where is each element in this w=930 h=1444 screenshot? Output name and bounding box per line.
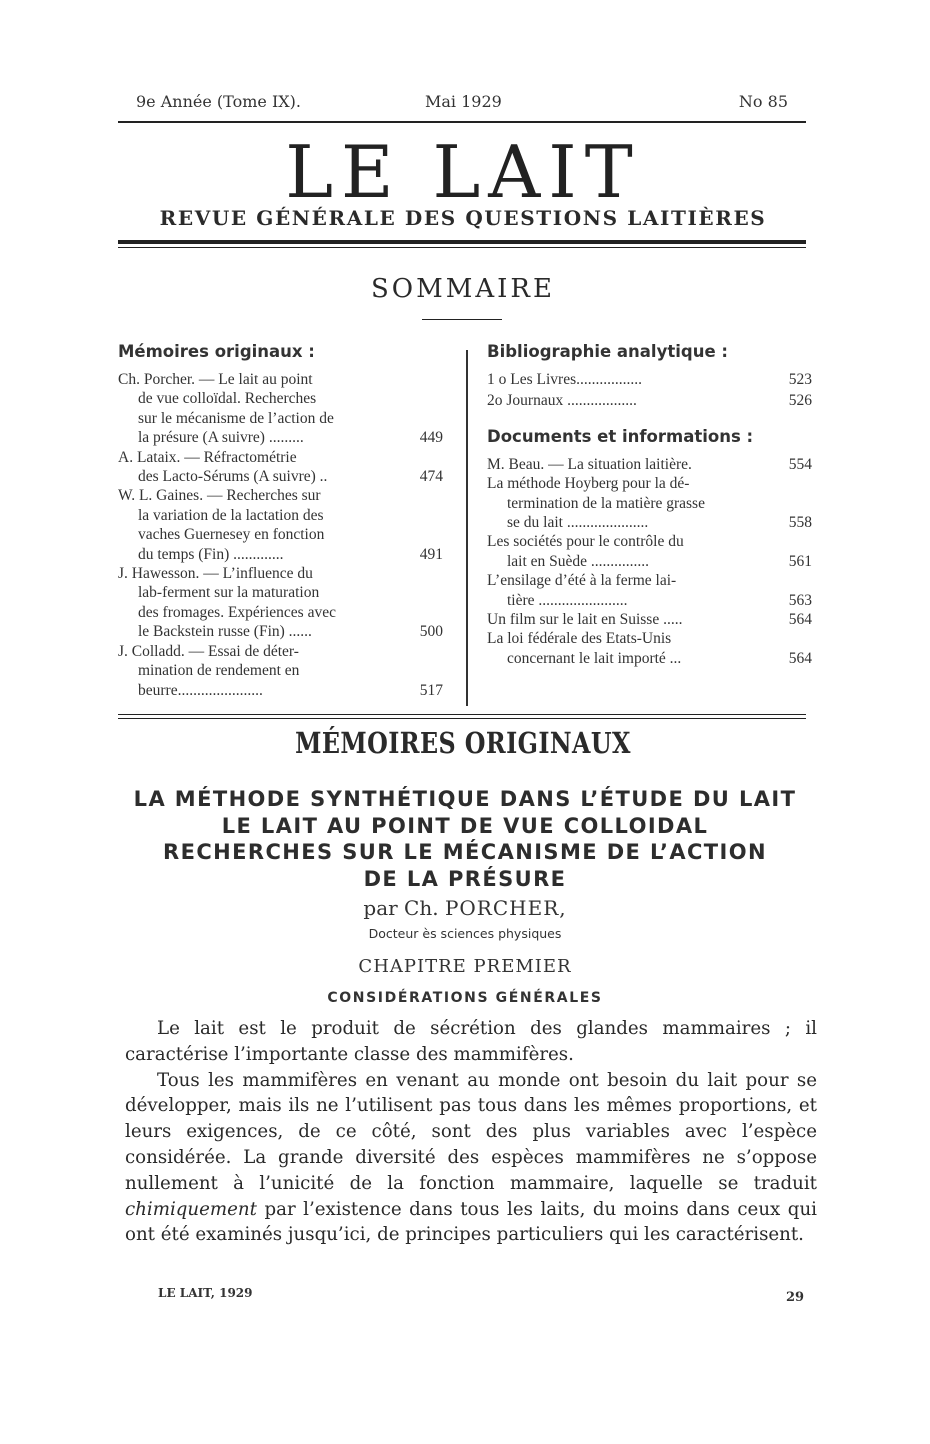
chapter-subheading: CONSIDÉRATIONS GÉNÉRALES	[327, 990, 603, 1006]
journal-subtitle: REVUE GÉNÉRALE DES QUESTIONS LAITIÈRES	[159, 206, 767, 230]
memoires-list	[118, 370, 443, 700]
footer-journal: LE LAIT, 1929	[158, 1286, 253, 1300]
toc-entry-continuation: lab-ferment sur la maturation	[138, 584, 320, 602]
toc-entry-continuation: la présure (A suivre) .........	[138, 429, 304, 447]
summary-left-column	[118, 342, 443, 700]
summary-heading: SOMMAIRE	[371, 274, 555, 304]
chapter-heading: CHAPITRE PREMIER	[358, 956, 572, 977]
toc-entry-text: 1 o Les Livres.................	[487, 371, 642, 388]
toc-entry	[487, 455, 812, 474]
toc-page-number: 558	[788, 514, 812, 532]
author-name: PORCHER,	[444, 896, 567, 920]
paragraph-2-italic: chimiquement	[125, 1198, 257, 1220]
summary-right-column	[487, 342, 812, 668]
toc-entry-text: Les sociétés pour le contrôle du	[487, 533, 684, 551]
toc-entry	[487, 474, 812, 532]
toc-entry-continuation: sur le mécanisme de l’action de	[138, 409, 334, 427]
toc-page-number: 449	[419, 429, 443, 447]
documents-list	[487, 455, 812, 668]
toc-entry-text: Un film sur le lait en Suisse .....	[487, 611, 683, 629]
toc-entry-continuation: tière .......................	[507, 591, 628, 609]
paragraph-2-end: par l’existence dans tous les laits, du moins dans ceux qui ont été examinés jusqu’ici, de principes particuliers qui les caractérisent.	[125, 1198, 817, 1246]
toc-entry-text: A. Lataix. — Réfractométrie	[118, 448, 297, 466]
toc-entry-continuation: la variation de la lactation des	[138, 506, 324, 524]
article-title	[100, 786, 830, 892]
toc-entry-text: Ch. Porcher. — Le lait au point	[118, 371, 313, 388]
issue-header	[120, 92, 806, 116]
toc-entry-continuation: beurre......................	[138, 681, 263, 699]
article-title-line: LA MÉTHODE SYNTHÉTIQUE DANS L’ÉTUDE DU LAIT	[133, 787, 797, 811]
toc-entry-continuation: vaches Guernesey en fonction	[138, 526, 325, 544]
paragraph-2-start: Tous les mammifères en venant au monde ont besoin du lait pour se développer, mais ils ne l’utilisent pas tous dans les mêmes proportions, et leurs exigences, de ce côté, sont des plus variables avec l’espèce considérée. La grande diversité des espèces mammifères ne s’oppose nullement à l’unicité de la fonction mammaire, laquelle se traduit	[125, 1069, 817, 1194]
toc-entry	[118, 486, 443, 564]
masthead-rule-thin	[118, 247, 806, 248]
article-title-line: DE LA PRÉSURE	[363, 866, 567, 891]
toc-entry-text: La méthode Hoyberg pour la dé-	[487, 475, 690, 493]
toc-entry-text: La loi fédérale des Etats-Unis	[487, 630, 672, 648]
toc-page-number: 526	[788, 392, 812, 410]
issue-number: No 85	[738, 92, 788, 111]
toc-page-number: 554	[788, 455, 812, 473]
toc-entry-continuation: des Lacto-Sérums (A suivre) ..	[138, 468, 328, 486]
biblio-heading: Bibliographie analytique :	[487, 342, 728, 361]
toc-page-number: 517	[419, 681, 443, 699]
column-divider	[466, 350, 468, 706]
toc-entry-continuation: se du lait .....................	[507, 514, 649, 532]
toc-page-number: 563	[788, 591, 812, 609]
toc-page-number: 561	[788, 552, 812, 570]
issue-date: Mai 1929	[425, 92, 502, 111]
toc-entry	[118, 642, 443, 700]
toc-entry	[487, 391, 812, 410]
author-degree: Docteur ès sciences physiques	[368, 926, 562, 941]
summary-bottom-rule-1	[118, 714, 806, 715]
toc-entry-text: J. Colladd. — Essai de déter-	[118, 642, 299, 660]
toc-entry-continuation: du temps (Fin) .............	[138, 545, 284, 563]
toc-page-number: 491	[419, 545, 443, 563]
toc-page-number: 564	[788, 611, 812, 629]
toc-entry-continuation: le Backstein russe (Fin) ......	[138, 623, 312, 641]
toc-entry	[487, 629, 812, 668]
header-rule	[118, 121, 806, 123]
toc-entry	[487, 370, 812, 389]
toc-page-number: 500	[419, 623, 443, 641]
page-number: 29	[786, 1290, 805, 1305]
toc-entry	[487, 532, 812, 571]
summary-bottom-rule-2	[118, 718, 806, 719]
article-body	[125, 1016, 817, 1248]
issue-volume: 9e Année (Tome IX).	[136, 92, 301, 111]
article-title-line: RECHERCHES SUR LE MÉCANISME DE L’ACTION	[163, 840, 767, 864]
toc-entry	[118, 370, 443, 448]
toc-entry-continuation: termination de la matière grasse	[507, 494, 705, 512]
byline-prefix: par Ch.	[363, 896, 439, 920]
toc-entry-continuation: de vue colloïdal. Recherches	[138, 390, 317, 408]
documents-heading: Documents et informations :	[487, 426, 754, 446]
toc-entry-continuation: mination de rendement en	[138, 662, 300, 680]
byline	[120, 896, 810, 920]
toc-entry	[487, 610, 812, 629]
toc-entry	[487, 571, 812, 610]
toc-page-number: 564	[788, 649, 812, 667]
toc-entry-text: M. Beau. — La situation laitière.	[487, 455, 692, 473]
toc-page-number: 523	[788, 371, 812, 388]
paragraph-1: Le lait est le produit de sécrétion des glandes mammaires ; il caractérise l’importante classe des mammifères.	[125, 1018, 817, 1065]
section-title: MÉMOIRES ORIGINAUX	[295, 726, 631, 760]
journal-title: LE LAIT	[285, 130, 641, 214]
toc-entry	[118, 564, 443, 642]
paragraph-2	[125, 1068, 817, 1249]
toc-entry-continuation: lait en Suède ...............	[507, 552, 650, 570]
memoires-heading: Mémoires originaux :	[118, 342, 315, 361]
toc-entry-text: 2o Journaux ..................	[487, 392, 637, 410]
toc-entry	[118, 448, 443, 487]
toc-entry-text: J. Hawesson. — L’influence du	[118, 565, 313, 583]
toc-entry-continuation: concernant le lait importé ...	[507, 649, 682, 667]
article-title-line: LE LAIT AU POINT DE VUE COLLOIDAL	[221, 813, 709, 838]
toc-entry-text: L’ensilage d’été à la ferme lai-	[487, 572, 677, 590]
toc-entry-text: W. L. Gaines. — Recherches sur	[118, 487, 321, 505]
summary-short-rule	[422, 319, 502, 320]
toc-page-number: 474	[419, 468, 443, 486]
masthead-rule-thick	[118, 240, 806, 244]
biblio-list	[487, 370, 812, 411]
toc-entry-continuation: des fromages. Expériences avec	[138, 603, 336, 621]
